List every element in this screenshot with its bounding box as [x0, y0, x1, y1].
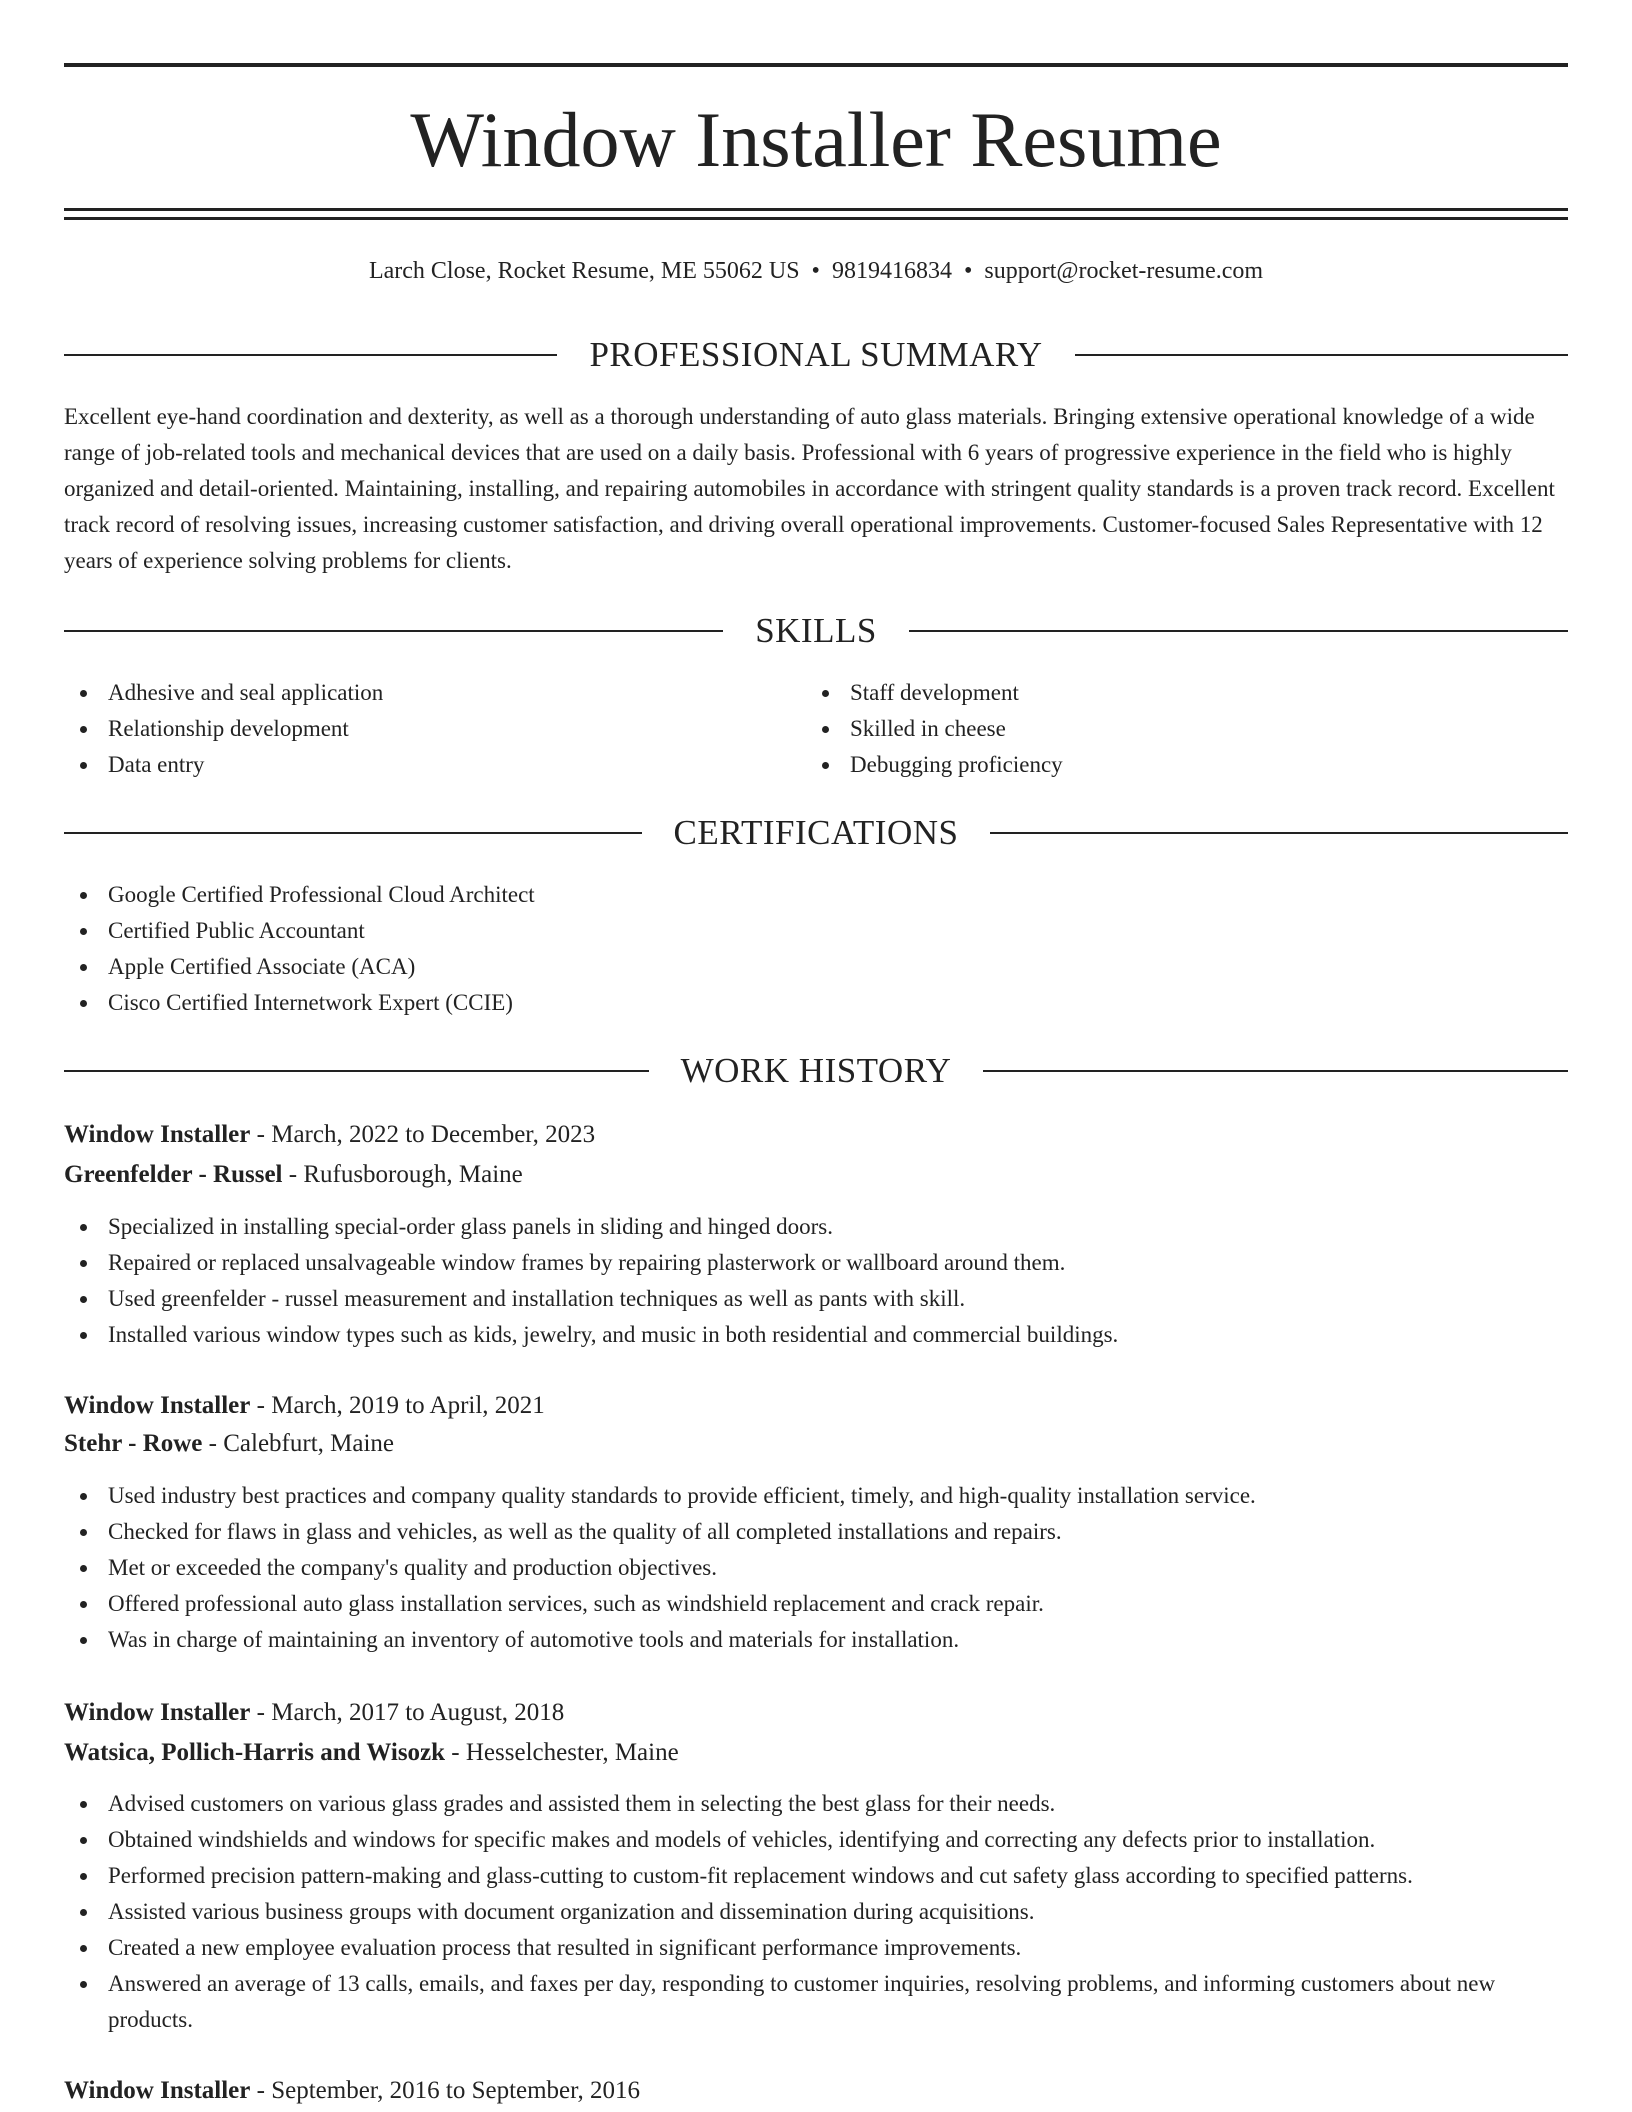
section-heading-certifications — [64, 813, 1568, 853]
duty-item: Installed various window types such as kids, jewelry, and music in both residential and commercial buildings. — [64, 1317, 1568, 1353]
job-duties — [64, 1786, 1568, 2038]
job-dates: March, 2022 to December, 2023 — [271, 1121, 596, 1148]
skills-column-left — [64, 675, 806, 783]
duty-item: Created a new employee evaluation process that resulted in significant performance improvements. — [64, 1930, 1568, 1966]
job-duties — [64, 1478, 1568, 1658]
certification-item: Google Certified Professional Cloud Architect — [64, 877, 1568, 913]
top-rule — [64, 63, 1568, 67]
heading-rule-left — [64, 354, 557, 356]
duty-item: Assisted various business groups with document organization and dissemination during acquisitions. — [64, 1894, 1568, 1930]
certifications-list — [64, 877, 1568, 1021]
job-location: Hesselchester, Maine — [465, 1739, 679, 1766]
heading-rule-right — [990, 832, 1568, 834]
job-company-line: Watsica, Pollich-Harris and Wisozk - Hesselchester, Maine — [64, 1739, 679, 1766]
heading-rule-left — [64, 832, 642, 834]
skill-item: Data entry — [64, 747, 806, 783]
job-duties — [64, 1209, 1568, 1353]
heading-rule-right — [909, 630, 1568, 632]
job-title: Window Installer — [64, 1699, 251, 1726]
duty-item: Specialized in installing special-order glass panels in sliding and hinged doors. — [64, 1209, 1568, 1245]
job-company: Stehr - Rowe — [64, 1430, 203, 1457]
duty-item: Met or exceeded the company's quality and production objectives. — [64, 1550, 1568, 1586]
job-company-line: Stehr - Rowe - Calebfurt, Maine — [64, 1430, 395, 1457]
contact-separator: • — [811, 258, 820, 284]
section-heading-skills — [64, 611, 1568, 651]
job-dates: March, 2017 to August, 2018 — [271, 1699, 565, 1726]
section-title: PROFESSIONAL SUMMARY — [589, 335, 1043, 374]
duty-item: Answered an average of 13 calls, emails, and faxes per day, responding to customer inquiries, resolving problems, and informing customers about new products. — [64, 1966, 1568, 2038]
skill-item: Debugging proficiency — [806, 747, 1548, 783]
section-title: WORK HISTORY — [680, 1051, 952, 1090]
duty-item: Advised customers on various glass grades and assisted them in selecting the best glass for their needs. — [64, 1786, 1568, 1822]
contact-email[interactable]: support@rocket-resume.com — [984, 258, 1264, 284]
duty-item: Used greenfelder - russel measurement and installation techniques as well as pants with skill. — [64, 1281, 1568, 1317]
job-company-line: Greenfelder - Russel - Rufusborough, Maine — [64, 1161, 523, 1188]
skill-item: Adhesive and seal application — [64, 675, 806, 711]
contact-address: Larch Close, Rocket Resume, ME 55062 US — [368, 258, 800, 284]
skill-item: Staff development — [806, 675, 1548, 711]
duty-item: Checked for flaws in glass and vehicles, as well as the quality of all completed installations and repairs. — [64, 1514, 1568, 1550]
section-title: SKILLS — [755, 611, 877, 650]
job-title-line: Window Installer - March, 2019 to April, 2021 — [64, 1392, 545, 1419]
heading-rule-right — [983, 1070, 1568, 1072]
heading-rule-left — [64, 630, 723, 632]
job-title: Window Installer — [64, 2077, 251, 2104]
title-double-rule — [64, 208, 1568, 220]
job-title-line: Window Installer - September, 2016 to September, 2016 — [64, 2077, 640, 2104]
duty-item: Obtained windshields and windows for specific makes and models of vehicles, identifying and correcting any defects prior to installation. — [64, 1822, 1568, 1858]
contact-phone: 9819416834 — [831, 258, 952, 284]
certification-item: Certified Public Accountant — [64, 913, 1568, 949]
duty-item: Performed precision pattern-making and glass-cutting to custom-fit replacement windows and cut safety glass according to specified patterns. — [64, 1858, 1568, 1894]
job-dates: September, 2016 to September, 2016 — [271, 2077, 640, 2104]
certification-item: Apple Certified Associate (ACA) — [64, 949, 1568, 985]
job-dates: March, 2019 to April, 2021 — [271, 1392, 545, 1419]
skills-column-right — [806, 675, 1548, 783]
job-title-line: Window Installer - March, 2022 to December, 2023 — [64, 1121, 596, 1148]
section-heading-work-history — [64, 1051, 1568, 1091]
heading-rule-right — [1075, 354, 1568, 356]
skill-item: Skilled in cheese — [806, 711, 1548, 747]
duty-item: Offered professional auto glass installation services, such as windshield replacement and crack repair. — [64, 1586, 1568, 1622]
job-company: Greenfelder - Russel — [64, 1161, 283, 1188]
job-location: Rufusborough, Maine — [303, 1161, 523, 1188]
certification-item: Cisco Certified Internetwork Expert (CCIE) — [64, 985, 1568, 1021]
resume-title: Window Installer Resume — [410, 96, 1222, 183]
section-heading-summary — [64, 335, 1568, 375]
duty-item: Was in charge of maintaining an inventory of automotive tools and materials for installation. — [64, 1622, 1568, 1658]
skills-list — [64, 675, 1568, 783]
job-title: Window Installer — [64, 1121, 251, 1148]
job-location: Calebfurt, Maine — [223, 1430, 395, 1457]
skill-item: Relationship development — [64, 711, 806, 747]
contact-separator: • — [963, 258, 973, 284]
heading-rule-left — [64, 1070, 649, 1072]
job-company: Watsica, Pollich-Harris and Wisozk — [64, 1739, 446, 1766]
duty-item: Repaired or replaced unsalvageable window frames by repairing plasterwork or wallboard around them. — [64, 1245, 1568, 1281]
section-title: CERTIFICATIONS — [673, 813, 959, 852]
duty-item: Used industry best practices and company quality standards to provide efficient, timely, and high-quality installation service. — [64, 1478, 1568, 1514]
job-title-line: Window Installer - March, 2017 to August, 2018 — [64, 1699, 565, 1726]
summary-text: Excellent eye-hand coordination and dexterity, as well as a thorough understanding of auto glass materials. Bringing extensive operational knowledge of a wide range of job-related tools and mechanical devices that are used on a daily basis. Professional with 6 years of progressive experience in the field who is highly organized and detail-oriented. Maintaining, installing, and repairing automobiles in accordance with stringent quality standards is a proven track record. Excellent track record of resolving issues, increasing customer satisfaction, and driving overall operational improvements. Customer-focused Sales Representative with 12 years of experience solving problems for clients. — [64, 404, 1555, 573]
contact-line — [64, 254, 1568, 288]
job-title: Window Installer — [64, 1392, 251, 1419]
